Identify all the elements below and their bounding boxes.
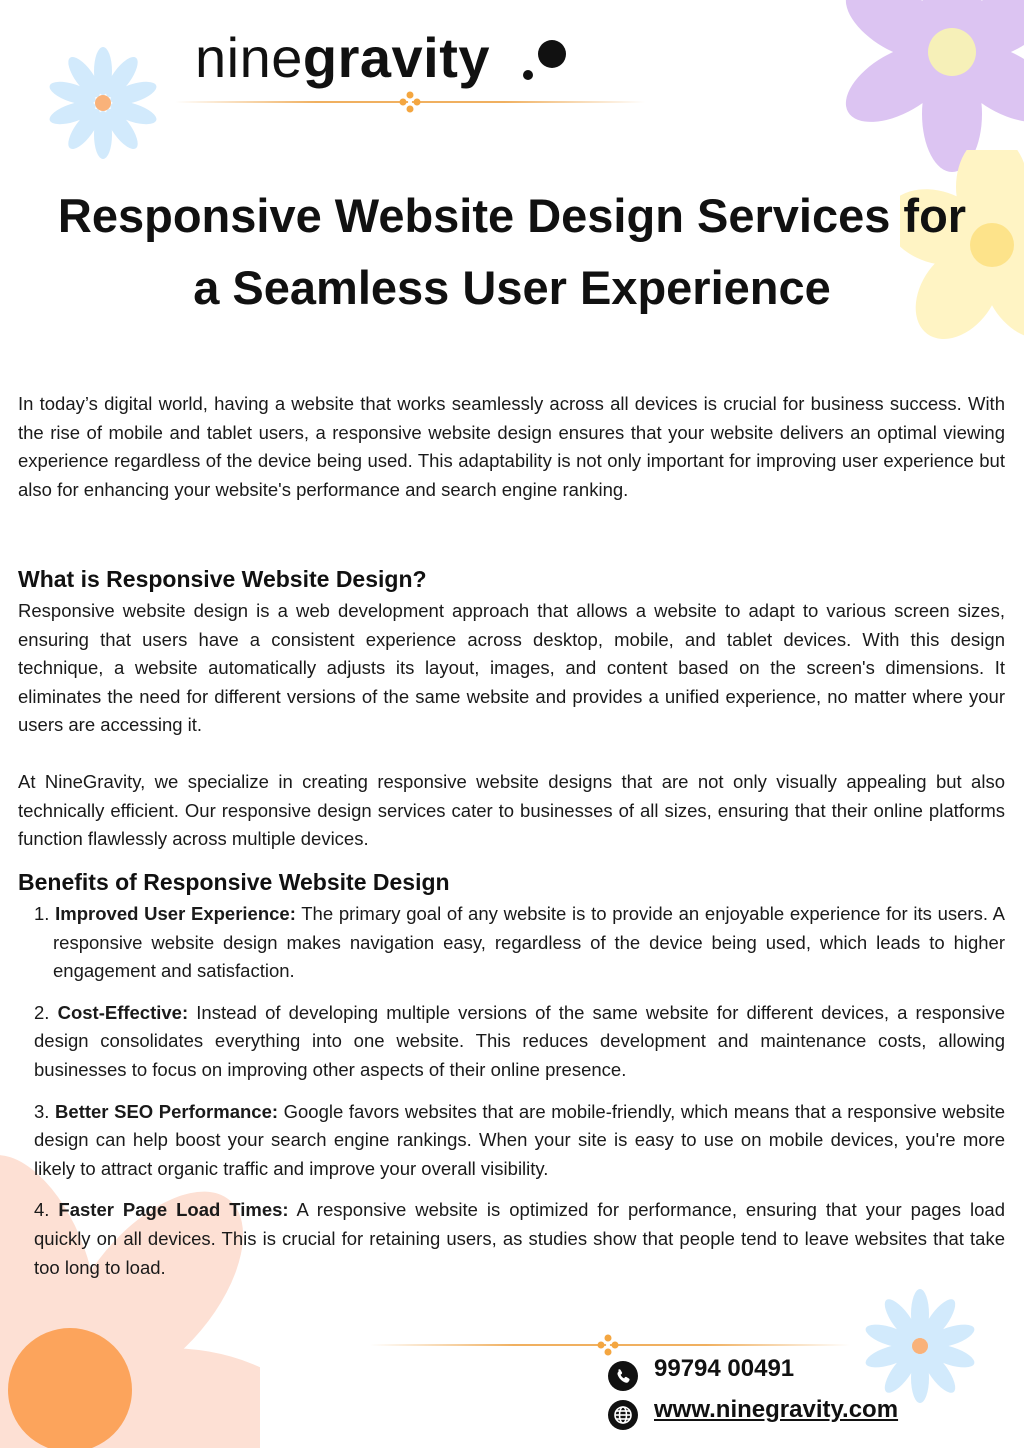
- title-line-2: a Seamless User Experience: [193, 261, 831, 314]
- what-is-paragraph-1: Responsive website design is a web development approach that allows a website to adapt to various screen sizes, ensuring that users have a consistent experience across desktop, mobile, and tablet devices. With this design technique, a website automatically adjusts its layout, images, and content based on the screen's dimensions. It eliminates the need for different versions of the same website and provides a unified experience, no matter where your users are accessing it.: [18, 600, 1005, 736]
- benefit-item-3: [18, 1098, 1005, 1184]
- divider-ornament-icon: [399, 91, 421, 113]
- page-title: [0, 180, 1024, 324]
- benefit-text: A responsive website is optimized for performance, ensuring that your pages load quickly on all devices. This is crucial for retaining users, as studies show that people tend to leave websites that take too long to load.: [34, 1199, 1006, 1278]
- benefit-text: The primary goal of any website is to provide an enjoyable experience for its users. A responsive website design makes navigation easy, regardless of the device being used, which leads to higher engagement and satisfaction.: [53, 903, 1005, 982]
- benefit-item-4: [18, 1196, 1005, 1282]
- section-what-is: [18, 564, 1005, 854]
- what-is-paragraph-2: At NineGravity, we specialize in creating responsive website designs that are not only visually appealing but also technically efficient. Our responsive design services cater to businesses of all sizes, ensuring that their online platforms function flawlessly across multiple devices.: [18, 770, 1005, 850]
- benefit-lead: Faster Page Load Times:: [58, 1199, 289, 1221]
- benefit-text: Instead of developing multiple versions of the same website for different devices, a responsive design consolidates everything into one website. This reduces development and maintenance costs, allowing businesses to focus on improving other aspects of their online presence.: [34, 1001, 1006, 1080]
- benefit-number: 3.: [34, 1100, 50, 1122]
- section-heading-what-is: What is Responsive Website Design?: [18, 566, 427, 592]
- benefit-text: Google favors websites that are mobile-friendly, which means that a responsive website design can help boost your search engine rankings. When your site is easy to use on mobile devices, you're more likely to attract organic traffic and improve your overall visibility.: [34, 1100, 1006, 1179]
- benefit-number: 2.: [34, 1001, 50, 1023]
- title-line-1: Responsive Website Design Services for: [57, 189, 967, 242]
- logo-dots-icon: [520, 38, 570, 83]
- intro-block: [18, 390, 1005, 504]
- benefit-lead: Cost-Effective:: [57, 1001, 189, 1023]
- brand-name-light: nine: [195, 26, 303, 89]
- brand-logo: [195, 26, 491, 89]
- benefit-item-2: [18, 999, 1005, 1085]
- website-link[interactable]: www.ninegravity.com: [654, 1396, 899, 1423]
- phone-number: 99794 00491: [654, 1355, 795, 1382]
- section-benefits: [18, 867, 1005, 1282]
- benefit-lead: Better SEO Performance:: [55, 1100, 279, 1122]
- benefit-lead: Improved User Experience:: [55, 903, 296, 924]
- benefit-number: 1.: [34, 903, 50, 924]
- intro-paragraph: In today’s digital world, having a website that works seamlessly across all devices is crucial for business success. With the rise of mobile and tablet users, a responsive website design ensures that your website delivers an optimal viewing experience regardless of the device being used. This adaptability is not only important for improving user experience but also for enhancing your website's performance and search engine ranking.: [18, 393, 1005, 500]
- globe-icon: [608, 1400, 638, 1430]
- divider-ornament-icon: [597, 1334, 619, 1356]
- benefit-item-1: [18, 900, 1005, 986]
- phone-icon: [608, 1361, 638, 1391]
- section-heading-benefits: Benefits of Responsive Website Design: [18, 869, 450, 895]
- brand-name-bold: gravity: [302, 26, 491, 89]
- benefit-number: 4.: [34, 1199, 50, 1221]
